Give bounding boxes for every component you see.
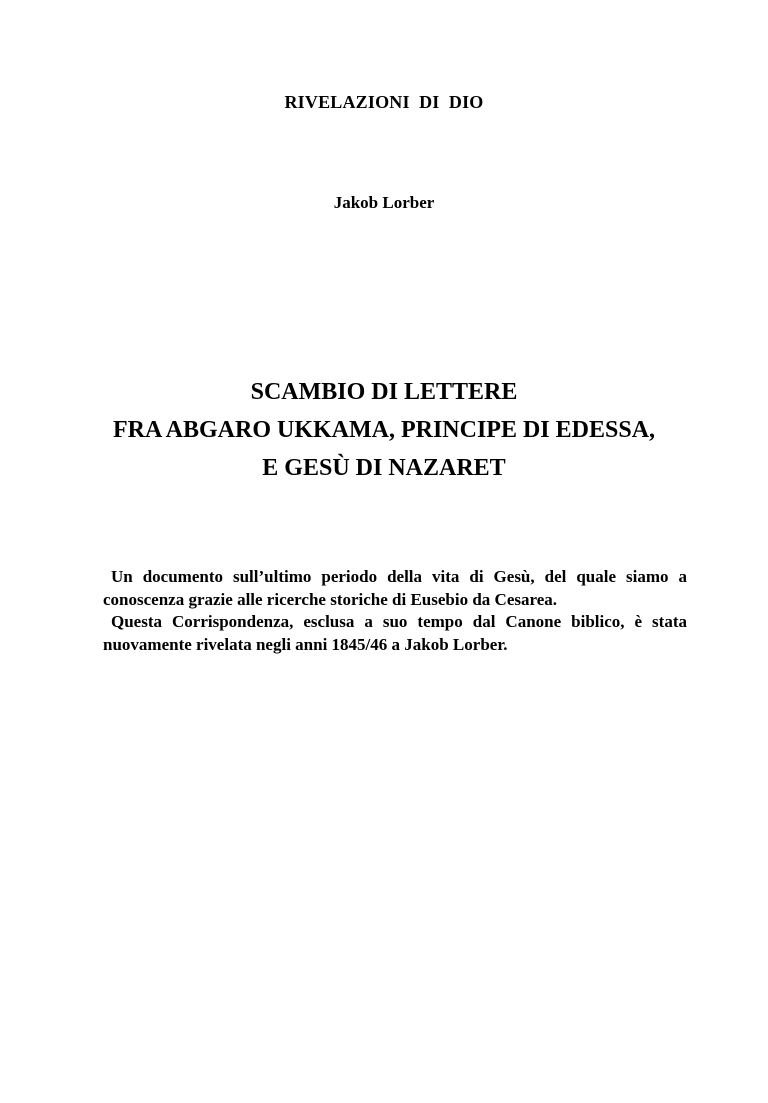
main-title-line: E GESÙ DI NAZARET	[262, 455, 506, 481]
main-title	[0, 373, 768, 487]
paragraph: Un documento sull’ultimo periodo della vita di Gesù, del quale siamo a conoscenza grazie alle ricerche storiche di Eusebio da Cesarea.	[103, 567, 687, 609]
series-title: RIVELAZIONI DI DIO	[284, 92, 484, 112]
main-title-line: FRA ABGARO UKKAMA, PRINCIPE DI EDESSA,	[112, 417, 656, 443]
paragraph: Questa Corrispondenza, esclusa a suo tempo dal Canone biblico, è stata nuovamente rivelata negli anni 1845/46 a Jakob Lorber.	[103, 612, 687, 654]
main-title-line: SCAMBIO DI LETTERE	[250, 379, 518, 405]
author-name: Jakob Lorber	[333, 193, 435, 212]
body-text	[103, 566, 687, 656]
